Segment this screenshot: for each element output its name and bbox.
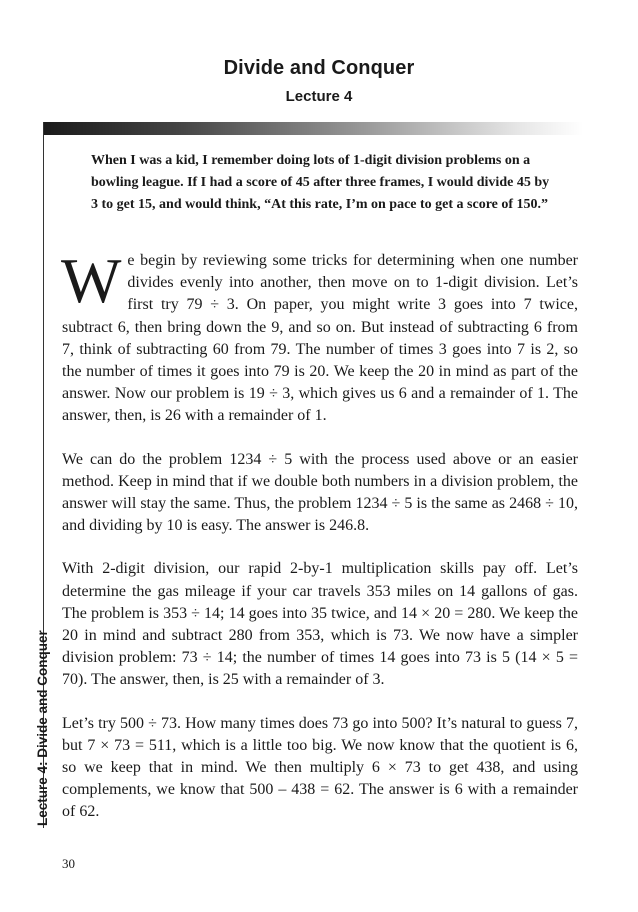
paragraph-3: With 2-digit division, our rapid 2-by-1 multiplication skills pay off. Let’s determine the gas mileage if your car travels 353 miles on 14 gallons of gas. The problem is 353 ÷ 14; 14 goes into 35 twice, and 14 × 20 = 280. We keep the 20 in mind and subtract 280 from 353, which is 73. We now have a simpler division problem: 73 ÷ 14; the number of times 14 goes into 73 is 5 (14 × 5 = 70). The answer, then, is 25 with a remainder of 3.: [62, 560, 578, 689]
page-title: Divide and Conquer: [223, 57, 415, 79]
paragraph-1-text: e begin by reviewing some tricks for determining when one number divides evenly into another, then move on to 1-digit division. Let’s first try 79 ÷ 3. On paper, you might write 3 goes into 7 twice, subtract 6, then bring down the 9, and so on. But instead of subtracting 6 from 7, think of subtracting 60 from 79. The number of times 3 goes into 7 is 2, so the number of times it goes into 79 is 20. We keep the 20 in mind as part of the answer. Now our problem is 19 ÷ 3, which gives us 6 and a remainder of 1. The answer, then, is 26 with a remainder of 1.: [62, 252, 578, 425]
page-number: 30: [62, 856, 75, 871]
paragraph-2: We can do the problem 1234 ÷ 5 with the process used above or an easier method. Keep in mind that if we double both numbers in a division problem, the answer will stay the same. Thus, the problem 1234 ÷ 5 is the same as 2468 ÷ 10, and dividing by 10 is easy. The answer is 246.8.: [62, 450, 578, 535]
drop-cap: W: [61, 245, 122, 316]
paragraph-4: Let’s try 500 ÷ 73. How many times does 73 go into 500? It’s natural to guess 7, but 7 × 73 = 511, which is a little too big. We now know that the quotient is 6, so we keep that in mind. We then multiply 6 × 73 to get 438, and using complements, we know that 500 – 438 = 62. The answer is 6 with a remainder of 62.: [62, 714, 578, 821]
paragraph-1: [61, 245, 578, 428]
running-head-vertical: Lecture 4: Divide and Conquer: [35, 630, 50, 826]
lecture-subtitle: Lecture 4: [285, 88, 353, 105]
opening-quote: When I was a kid, I remember doing lots of 1-digit division problems on a bowling league. If I had a score of 45 after three frames, I would divide 45 by 3 to get 15, and would think, “At this rate, I’m on pace to get a score of 150.”: [91, 153, 550, 212]
body-text: [61, 245, 578, 845]
header-gradient-bar: [43, 122, 583, 135]
